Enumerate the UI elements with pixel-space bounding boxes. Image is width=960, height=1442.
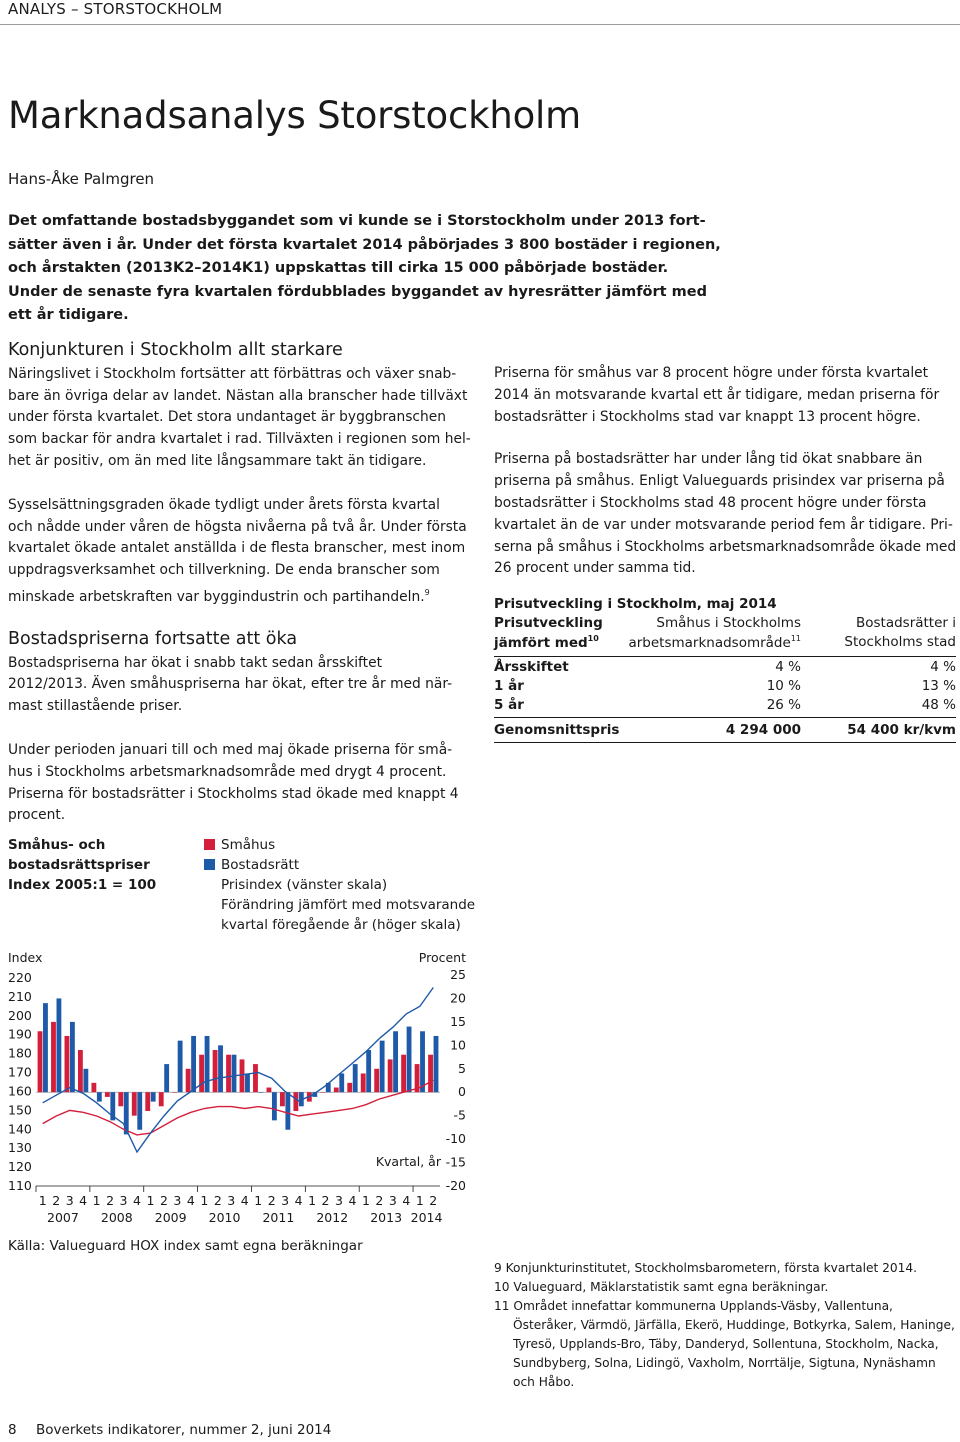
right-tick-label: 25 (450, 967, 466, 982)
bar-smahus (293, 1092, 298, 1111)
lead-line: Det omfattande bostadsbyggandet som vi kunde se i Storstockholm under 2013 fort- (8, 213, 706, 229)
bar-smahus (240, 1059, 245, 1092)
quarter-label: 1 (38, 1193, 47, 1208)
quarter-label: 1 (361, 1193, 370, 1208)
col-head-smahus: Småhus i Stockholms (656, 615, 801, 631)
text-line: som backar för andra kvartalet i rad. Tillväxten i regionen som hel- (8, 431, 471, 448)
quarter-label: 3 (335, 1193, 343, 1208)
right-tick-label: 10 (450, 1037, 466, 1053)
bar-smahus (78, 1050, 83, 1092)
bar-bostadsratt (407, 1027, 412, 1093)
col-head-smahus-2 (628, 634, 801, 651)
paragraph (8, 495, 468, 609)
quarter-label: 2 (375, 1193, 384, 1208)
bar-bostadsratt (259, 1092, 264, 1093)
footnote (494, 1278, 956, 1297)
bar-bostadsratt (434, 1036, 439, 1092)
price-chart (0, 940, 480, 1230)
quarter-label: 1 (200, 1193, 209, 1208)
legend-note: Prisindex (vänster skala) (221, 877, 388, 893)
paragraph (494, 449, 956, 580)
cell-smahus: 4 % (775, 659, 801, 675)
quarter-label: 1 (146, 1193, 155, 1208)
chart-title-line: Index 2005:1 = 100 (8, 877, 157, 893)
bar-bostadsratt (353, 1064, 358, 1092)
publication-name: Boverkets indikatorer, nummer 2, juni 2014 (36, 1422, 332, 1438)
bar-bostadsratt (83, 1069, 88, 1092)
quarter-label: 4 (186, 1193, 195, 1208)
text-line: mast stillastående priser. (8, 698, 183, 715)
footnote-text: Området innefattar kommunerna Upplands-Väsby, Vallentuna, (513, 1299, 893, 1313)
section-label: ANALYS – STORSTOCKHOLM (8, 0, 223, 18)
text-line: kvartalet ökade antalet anställda i de flesta branscher, mest inom (8, 540, 466, 557)
table-rule (494, 717, 956, 718)
year-label: 2008 (100, 1210, 133, 1225)
bar-bostadsratt (43, 1003, 48, 1092)
footnote-text: Konjunkturinstitutet, Stockholmsbarometern, första kvartalet 2014. (505, 1261, 918, 1275)
price-table (494, 596, 956, 746)
bar-bostadsratt (164, 1064, 169, 1092)
bar-smahus (428, 1055, 433, 1093)
text-line: bare än övriga delar av landet. Nästan alla branscher hade tillväxt (8, 387, 468, 404)
bar-smahus (253, 1064, 258, 1092)
left-tick-label: 220 (8, 970, 32, 985)
bar-bostadsratt (366, 1050, 371, 1092)
col-head-bostadsratt-2: Stockholms stad (844, 634, 956, 650)
text-line: Priserna för småhus var 8 procent högre under första kvartalet (494, 365, 929, 381)
cell-bostadsratt: 48 % (921, 697, 956, 713)
bar-smahus (186, 1069, 191, 1092)
cell-smahus: 10 % (766, 678, 801, 694)
bar-smahus (388, 1059, 393, 1092)
bar-bostadsratt (420, 1031, 425, 1092)
left-tick-label: 110 (8, 1178, 32, 1193)
right-tick-label: 5 (458, 1060, 466, 1076)
col-head-bostadsratt: Bostadsrätter i (855, 615, 956, 631)
table-row (494, 659, 956, 679)
paragraph (8, 653, 468, 718)
quarter-label: 1 (92, 1193, 101, 1208)
text-line: Sysselsättningsgraden ökade tydligt under årets första kvartal (8, 496, 440, 513)
cell-bostadsratt: 13 % (921, 678, 956, 694)
text-line: Priserna för bostadsrätter i Stockholms stad ökade med knappt 4 (8, 785, 459, 802)
bar-bostadsratt (178, 1041, 183, 1093)
quarter-label: 4 (348, 1193, 357, 1208)
quarter-label: 4 (294, 1193, 303, 1208)
bar-bostadsratt (245, 1073, 250, 1092)
bar-bostadsratt (393, 1031, 398, 1092)
right-tick-label: 0 (458, 1084, 466, 1100)
year-label: 2007 (47, 1210, 79, 1225)
col-head-period-2 (494, 634, 599, 651)
lead-paragraph (8, 210, 721, 328)
quarter-label: 2 (267, 1193, 276, 1208)
bar-bostadsratt (70, 1022, 75, 1092)
bar-bostadsratt (380, 1041, 385, 1093)
bar-bostadsratt (97, 1092, 102, 1101)
text-line: serna på småhus i Stockholms arbetsmarknadsområde ökade med (494, 538, 957, 555)
quarter-label: 1 (254, 1193, 263, 1208)
right-tick-label: 20 (450, 990, 466, 1006)
right-tick-label: -15 (445, 1154, 466, 1170)
x-axis-note: Kvartal, år (375, 1154, 441, 1169)
left-tick-label: 140 (8, 1121, 32, 1137)
quarter-label: 2 (106, 1193, 115, 1208)
year-label: 2011 (262, 1210, 295, 1225)
quarter-label: 4 (402, 1193, 411, 1208)
left-tick-label: 170 (8, 1064, 32, 1080)
bar-smahus (267, 1088, 272, 1093)
text-line: Under perioden januari till och med maj ökade priserna för små- (8, 741, 453, 758)
page-title: Marknadsanalys Storstockholm (8, 94, 581, 137)
chart-source: Källa: Valueguard HOX index samt egna beräkningar (8, 1238, 363, 1254)
footnote-cont: Sundbyberg, Solna, Lidingö, Vaxholm, Norrtälje, Sigtuna, Nynäshamn (513, 1356, 936, 1370)
bar-smahus (159, 1092, 164, 1106)
bar-bostadsratt (57, 998, 62, 1092)
paragraph (494, 363, 956, 428)
legend-note: Förändring jämfört med motsvarande (221, 897, 476, 913)
table-rule (494, 656, 956, 657)
header-rule (0, 24, 960, 25)
right-axis-title: Procent (418, 950, 466, 965)
text-run: minskade arbetskraften var byggindustrin och partihandeln. (8, 588, 425, 605)
left-axis-title: Index (8, 950, 43, 965)
table-row (494, 678, 956, 698)
bar-bostadsratt (191, 1036, 196, 1092)
legend-note: kvartal föregående år (höger skala) (221, 917, 461, 933)
quarter-label: 4 (240, 1193, 249, 1208)
quarter-label: 4 (133, 1193, 141, 1208)
page-number: 8 (8, 1422, 17, 1438)
cell-bostadsratt: 4 % (930, 659, 956, 675)
bar-smahus (226, 1055, 231, 1093)
lead-line: Under de senaste fyra kvartalen fördubblades byggandet av hyresrätter jämfört med (8, 283, 707, 300)
text-line: 26 procent under samma tid. (494, 560, 696, 577)
bar-smahus (320, 1092, 325, 1093)
lead-line: ett år tidigare. (8, 307, 129, 323)
quarter-label: 3 (65, 1193, 74, 1208)
bar-bostadsratt (205, 1036, 210, 1092)
bar-smahus (105, 1092, 110, 1097)
chart-title-line: Småhus- och (8, 837, 106, 853)
row-label: Årsskiftet (494, 659, 569, 675)
text-line: Bostadspriserna har ökat i snabb takt sedan årsskiftet (8, 654, 382, 671)
row-label: 1 år (494, 678, 524, 694)
quarter-label: 4 (79, 1193, 88, 1208)
bar-smahus (91, 1083, 96, 1092)
table-row-average (494, 722, 956, 742)
quarter-label: 2 (52, 1193, 61, 1208)
legend-swatch-bostadsratt (204, 859, 215, 870)
footnote-cont: Tyresö, Upplands-Bro, Täby, Danderyd, Sollentuna, Stockholm, Nacka, (513, 1337, 939, 1351)
bar-smahus (280, 1092, 285, 1106)
year-label: 2014 (410, 1210, 443, 1225)
right-tick-label: 15 (450, 1013, 466, 1029)
right-tick-label: -20 (445, 1178, 466, 1193)
row-label: Genomsnittspris (494, 722, 620, 738)
text-line: Priserna på bostadsrätter har under lång tid ökat snabbare än (494, 451, 923, 468)
left-tick-label: 210 (8, 988, 32, 1004)
bar-bostadsratt (339, 1073, 344, 1092)
left-tick-label: 120 (8, 1159, 32, 1175)
quarter-label: 3 (227, 1193, 236, 1208)
bar-bostadsratt (137, 1092, 142, 1130)
legend-swatch-smahus (204, 839, 215, 850)
text-line: hus i Stockholms arbetsmarknadsområde med drygt 4 procent. (8, 763, 447, 780)
text-line: och nådde under våren de högsta nivåerna på två år. Under första (8, 518, 467, 535)
text-line: bostadsrätter i Stockholms stad var knappt 13 procent högre. (494, 408, 921, 425)
left-tick-label: 160 (8, 1083, 32, 1099)
col-head-period: Prisutveckling (494, 615, 603, 631)
footnote-cont: Österåker, Värmdö, Järfälla, Ekerö, Huddinge, Botkyrka, Salem, Haninge, (513, 1318, 955, 1332)
quarter-label: 3 (173, 1193, 182, 1208)
text-line: bostadsrätter i Stockholms stad 48 procent högre under första (494, 494, 927, 511)
year-label: 2012 (316, 1210, 349, 1225)
bar-smahus (51, 1022, 56, 1092)
footnote-text: Valueguard, Mäklarstatistik samt egna beräkningar. (513, 1280, 829, 1294)
legend-label-bostadsratt: Bostadsrätt (221, 857, 300, 873)
lead-line: sätter även i år. Under det första kvartalet 2014 påbörjades 3 800 bostäder i regionen, (8, 236, 721, 253)
legend-label-smahus: Småhus (221, 837, 276, 853)
quarter-label: 3 (119, 1193, 128, 1208)
quarter-label: 2 (159, 1193, 168, 1208)
bar-bostadsratt (285, 1092, 290, 1130)
bar-smahus (374, 1069, 379, 1092)
bar-bostadsratt (232, 1055, 237, 1093)
text-line: kvartalet än de var under motsvarande period fem år tidigare. Pri- (494, 516, 953, 533)
paragraph (8, 740, 468, 827)
bar-smahus (132, 1092, 137, 1115)
paragraph (8, 364, 471, 473)
left-tick-label: 200 (8, 1007, 32, 1023)
bar-smahus (172, 1092, 177, 1093)
quarter-label: 2 (429, 1193, 438, 1208)
text-line: priserna på småhus. Enligt Valueguards prisindex var priserna på (494, 473, 945, 490)
right-column (494, 363, 956, 580)
chart-title (8, 835, 156, 895)
chart-legend (204, 835, 484, 935)
text-line: uppdragsverksamhet och tillverkning. De enda branscher som (8, 562, 440, 579)
footnote (494, 1297, 956, 1316)
lead-line: och årstakten (2013K2–2014K1) uppskattas till cirka 15 000 påbörjade bostäder. (8, 260, 669, 276)
heading-konjunktur: Konjunkturen i Stockholm allt starkare (8, 340, 343, 360)
bar-smahus (361, 1073, 366, 1092)
quarter-label: 1 (415, 1193, 424, 1208)
bar-smahus (401, 1055, 406, 1093)
cell-bostadsratt: 54 400 kr/kvm (847, 722, 956, 738)
quarter-label: 1 (308, 1193, 317, 1208)
left-tick-label: 150 (8, 1102, 32, 1118)
right-tick-label: -10 (445, 1131, 466, 1147)
bar-smahus (118, 1092, 123, 1106)
bar-smahus (38, 1031, 43, 1092)
bar-smahus (199, 1055, 204, 1093)
bar-smahus (213, 1050, 218, 1092)
col-head-text: jämfört med (494, 635, 588, 651)
bar-smahus (145, 1092, 150, 1111)
cell-smahus: 4 294 000 (725, 722, 801, 738)
bar-bostadsratt (218, 1045, 223, 1092)
footnote-ref: 9 (424, 587, 430, 597)
quarter-label: 3 (388, 1193, 397, 1208)
footnote-num: 9 (494, 1261, 502, 1275)
footnote-ref: 10 (587, 634, 599, 643)
bar-smahus (334, 1088, 339, 1093)
footnote-ref: 11 (790, 634, 801, 643)
footnote (494, 1259, 956, 1278)
row-label: 5 år (494, 697, 524, 713)
text-line: procent. (8, 807, 66, 824)
text-line: 2014 än motsvarande kvartal ett år tidigare, medan priserna för (494, 386, 940, 403)
chart-title-line: bostadsrättspriser (8, 857, 150, 873)
footnote-num: 10 (494, 1280, 510, 1294)
year-label: 2010 (208, 1210, 241, 1225)
heading-bostadspriser: Bostadspriserna fortsatte att öka (8, 628, 298, 649)
left-column (8, 340, 471, 827)
year-label: 2013 (370, 1210, 403, 1225)
table-title: Prisutveckling i Stockholm, maj 2014 (494, 596, 777, 612)
text-line: 2012/2013. Även småhuspriserna har ökat, efter tre år med när- (8, 676, 453, 693)
col-head-text: arbetsmarknadsområde (628, 635, 791, 651)
footnote-num: 11 (494, 1299, 510, 1313)
quarter-label: 3 (281, 1193, 290, 1208)
table-rule (494, 742, 956, 743)
cell-smahus: 26 % (766, 697, 801, 713)
left-tick-label: 180 (8, 1045, 32, 1061)
text-line: het är positiv, om än med lite långsammare takt än tidigare. (8, 452, 427, 469)
quarter-label: 2 (213, 1193, 222, 1208)
author: Hans-Åke Palmgren (8, 170, 155, 188)
left-tick-label: 190 (8, 1026, 32, 1042)
bar-bostadsratt (151, 1092, 156, 1101)
table-row (494, 697, 956, 717)
quarter-label: 2 (321, 1193, 330, 1208)
bar-smahus (347, 1083, 352, 1092)
year-label: 2009 (154, 1210, 187, 1225)
bar-bostadsratt (272, 1092, 277, 1120)
text-line: under första kvartalet. Det stora undantaget är byggbranschen (8, 409, 446, 426)
bar-smahus (65, 1036, 70, 1092)
left-tick-label: 130 (8, 1140, 32, 1156)
text-line (8, 582, 468, 609)
text-line: Näringslivet i Stockholm fortsätter att förbättras och växer snab- (8, 365, 457, 382)
right-tick-label: -5 (453, 1107, 466, 1123)
footnote-cont: och Håbo. (513, 1375, 575, 1389)
footnotes (494, 1259, 956, 1392)
